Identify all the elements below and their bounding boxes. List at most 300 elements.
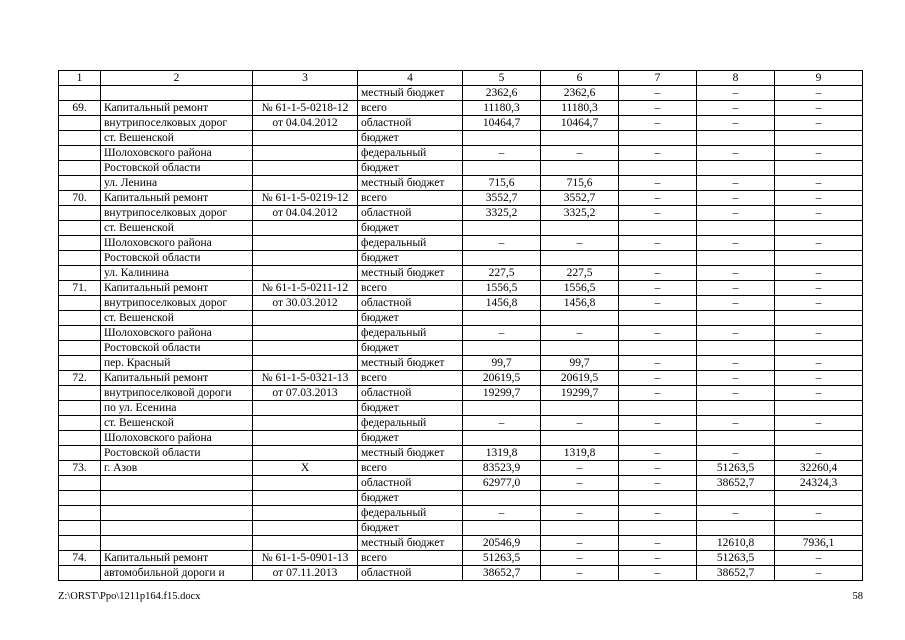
table-cell: бюджет (358, 311, 463, 326)
table-cell: – (463, 416, 541, 431)
table-cell (59, 221, 101, 236)
table-cell (253, 401, 358, 416)
table-cell: – (463, 146, 541, 161)
table-cell: – (775, 386, 863, 401)
table-cell: – (775, 326, 863, 341)
table-cell (463, 401, 541, 416)
table-cell: – (541, 236, 619, 251)
table-cell (253, 446, 358, 461)
table-cell (59, 536, 101, 551)
table-cell (541, 521, 619, 536)
table-cell (541, 491, 619, 506)
table-row (59, 161, 863, 176)
table-cell: – (541, 536, 619, 551)
table-cell (101, 86, 253, 101)
table-cell: – (775, 86, 863, 101)
table-cell (697, 311, 775, 326)
table-row (59, 356, 863, 371)
table-cell: внутрипоселковой дороги (101, 386, 253, 401)
table-cell: 73. (59, 461, 101, 476)
table-cell: – (541, 146, 619, 161)
table-cell (775, 521, 863, 536)
table-cell (463, 341, 541, 356)
table-cell (253, 251, 358, 266)
table-cell: 7936,1 (775, 536, 863, 551)
table-cell: 715,6 (463, 176, 541, 191)
table-cell: бюджет (358, 251, 463, 266)
table-cell: всего (358, 281, 463, 296)
table-cell (697, 401, 775, 416)
table-row (59, 296, 863, 311)
table-cell (253, 521, 358, 536)
table-row (59, 206, 863, 221)
table-cell: – (619, 416, 697, 431)
table-cell: 3552,7 (463, 191, 541, 206)
table-cell: – (775, 446, 863, 461)
table-cell (59, 311, 101, 326)
table-cell: федеральный (358, 146, 463, 161)
table-row (59, 236, 863, 251)
table-cell (541, 341, 619, 356)
table-cell (619, 341, 697, 356)
table-row (59, 146, 863, 161)
table-cell (541, 251, 619, 266)
table-cell: 19299,7 (541, 386, 619, 401)
table-row (59, 521, 863, 536)
table-cell: Ростовской области (101, 446, 253, 461)
table-cell (697, 221, 775, 236)
table-row (59, 251, 863, 266)
table-cell: от 04.04.2012 (253, 206, 358, 221)
table-cell (59, 506, 101, 521)
table-cell (619, 521, 697, 536)
table-cell: по ул. Есенина (101, 401, 253, 416)
table-cell: 1456,8 (541, 296, 619, 311)
table-cell (253, 506, 358, 521)
table-cell: – (775, 506, 863, 521)
table-cell: – (775, 266, 863, 281)
table-cell (463, 521, 541, 536)
table-cell: 70. (59, 191, 101, 206)
table-cell: 32260,4 (775, 461, 863, 476)
table-cell: – (463, 236, 541, 251)
table-cell (619, 221, 697, 236)
table-cell: – (775, 356, 863, 371)
table-cell: бюджет (358, 131, 463, 146)
table-cell: внутрипоселковых дорог (101, 116, 253, 131)
table-cell (253, 491, 358, 506)
table-cell: Шолоховского района (101, 326, 253, 341)
table-cell: ст. Вешенской (101, 416, 253, 431)
table-cell: 12610,8 (697, 536, 775, 551)
table-row (59, 506, 863, 521)
table-cell: г. Азов (101, 461, 253, 476)
table-cell: – (619, 566, 697, 581)
table-cell: 74. (59, 551, 101, 566)
table-cell: – (697, 296, 775, 311)
table-cell: 227,5 (541, 266, 619, 281)
table-cell: внутрипоселковых дорог (101, 296, 253, 311)
table-row (59, 266, 863, 281)
table-row (59, 311, 863, 326)
table-cell: – (619, 551, 697, 566)
table-cell: – (619, 476, 697, 491)
table-cell (541, 401, 619, 416)
table-cell (775, 251, 863, 266)
table-cell (59, 566, 101, 581)
table-cell (59, 236, 101, 251)
table-cell: 1556,5 (541, 281, 619, 296)
table-cell: – (619, 206, 697, 221)
table-cell: 51263,5 (463, 551, 541, 566)
table-cell: 62977,0 (463, 476, 541, 491)
table-cell: – (463, 506, 541, 521)
table-cell: ул. Ленина (101, 176, 253, 191)
table-row (59, 101, 863, 116)
table-cell: – (619, 116, 697, 131)
table-cell (59, 176, 101, 191)
table-cell: – (775, 416, 863, 431)
table-cell (619, 251, 697, 266)
table-cell: Шолоховского района (101, 236, 253, 251)
table-cell: – (619, 356, 697, 371)
table-cell: Ростовской области (101, 341, 253, 356)
table-cell: бюджет (358, 221, 463, 236)
table-cell: 24324,3 (775, 476, 863, 491)
table-row (59, 401, 863, 416)
table-cell: – (697, 281, 775, 296)
table-cell: областной (358, 296, 463, 311)
table-cell: – (775, 206, 863, 221)
table-cell (541, 311, 619, 326)
table-cell (59, 521, 101, 536)
table-cell: – (697, 101, 775, 116)
table-cell: – (697, 446, 775, 461)
table-cell (541, 431, 619, 446)
table-cell: всего (358, 461, 463, 476)
table-cell: ст. Вешенской (101, 311, 253, 326)
table-cell (775, 431, 863, 446)
table-cell: – (619, 371, 697, 386)
table-row (59, 491, 863, 506)
table-row (59, 326, 863, 341)
table-cell (59, 251, 101, 266)
table-cell: бюджет (358, 161, 463, 176)
table-row (59, 386, 863, 401)
table-cell: 38652,7 (697, 566, 775, 581)
table-cell: 2362,6 (463, 86, 541, 101)
table-cell: всего (358, 551, 463, 566)
table-cell (59, 476, 101, 491)
table-cell (59, 356, 101, 371)
table-cell (619, 131, 697, 146)
table-cell (697, 251, 775, 266)
table-cell: – (541, 506, 619, 521)
header-cell: 2 (101, 71, 253, 86)
table-cell: – (697, 191, 775, 206)
table-cell (253, 311, 358, 326)
table-row (59, 116, 863, 131)
table-cell: ст. Вешенской (101, 131, 253, 146)
table-cell: – (619, 236, 697, 251)
table-cell: – (775, 296, 863, 311)
table-cell: Капитальный ремонт (101, 551, 253, 566)
table-cell: – (775, 566, 863, 581)
table-cell: – (775, 116, 863, 131)
table-cell (775, 221, 863, 236)
table-cell: 11180,3 (541, 101, 619, 116)
table-cell (463, 221, 541, 236)
table-cell: № 61-1-5-0211-12 (253, 281, 358, 296)
table-cell (775, 491, 863, 506)
table-row (59, 131, 863, 146)
header-cell: 9 (775, 71, 863, 86)
table-cell: – (619, 266, 697, 281)
table-cell: бюджет (358, 431, 463, 446)
table-cell: – (697, 416, 775, 431)
table-cell: всего (358, 191, 463, 206)
table-cell: 71. (59, 281, 101, 296)
table-cell (619, 161, 697, 176)
table-cell: областной (358, 386, 463, 401)
table-cell: ст. Вешенской (101, 221, 253, 236)
table-cell: 1319,8 (463, 446, 541, 461)
table-cell: – (775, 551, 863, 566)
table-cell (541, 221, 619, 236)
table-cell (541, 131, 619, 146)
table-cell: – (775, 281, 863, 296)
table-cell (619, 491, 697, 506)
table-cell (59, 206, 101, 221)
table-cell: Ростовской области (101, 161, 253, 176)
table-cell: местный бюджет (358, 86, 463, 101)
table-cell: № 61-1-5-0901-13 (253, 551, 358, 566)
table-cell: 11180,3 (463, 101, 541, 116)
table-cell: 10464,7 (541, 116, 619, 131)
table-cell: бюджет (358, 521, 463, 536)
header-cell: 6 (541, 71, 619, 86)
table-cell: федеральный (358, 506, 463, 521)
table-cell: 38652,7 (463, 566, 541, 581)
table-cell: – (775, 101, 863, 116)
table-cell: 69. (59, 101, 101, 116)
table-cell: внутрипоселковых дорог (101, 206, 253, 221)
table-row (59, 551, 863, 566)
table-cell (253, 221, 358, 236)
table-cell: 51263,5 (697, 551, 775, 566)
table-cell (59, 431, 101, 446)
table-cell: от 07.03.2013 (253, 386, 358, 401)
table-cell: № 61-1-5-0321-13 (253, 371, 358, 386)
table-cell: 2362,6 (541, 86, 619, 101)
table-cell: областной (358, 566, 463, 581)
table-cell (59, 131, 101, 146)
file-path: Z:\ORST\Ppo\1211p164.f15.docx (58, 591, 201, 602)
table-cell (59, 86, 101, 101)
table-cell (101, 476, 253, 491)
table-cell (59, 161, 101, 176)
table-cell (463, 131, 541, 146)
table-cell (59, 116, 101, 131)
table-cell (59, 341, 101, 356)
table-cell (59, 446, 101, 461)
table-cell: – (697, 386, 775, 401)
header-cell: 7 (619, 71, 697, 86)
table-cell: – (697, 266, 775, 281)
table-cell: 715,6 (541, 176, 619, 191)
table-cell (619, 401, 697, 416)
table-cell (253, 356, 358, 371)
table-cell (697, 131, 775, 146)
table-cell (253, 326, 358, 341)
table-cell: – (619, 386, 697, 401)
table-cell: пер. Красный (101, 356, 253, 371)
table-cell: 51263,5 (697, 461, 775, 476)
table-cell: – (697, 116, 775, 131)
table-row (59, 431, 863, 446)
table-cell: местный бюджет (358, 536, 463, 551)
budget-table (58, 70, 863, 581)
table-cell (253, 86, 358, 101)
table-cell: от 07.11.2013 (253, 566, 358, 581)
table-cell: бюджет (358, 401, 463, 416)
table-cell: – (697, 356, 775, 371)
table-cell (697, 431, 775, 446)
table-cell (253, 146, 358, 161)
table-cell: Шолоховского района (101, 431, 253, 446)
header-cell: 3 (253, 71, 358, 86)
table-cell: – (541, 326, 619, 341)
table-cell (59, 491, 101, 506)
table-row (59, 446, 863, 461)
table-cell: – (775, 371, 863, 386)
table-cell (463, 491, 541, 506)
table-row (59, 461, 863, 476)
header-cell: 5 (463, 71, 541, 86)
table-cell: – (697, 206, 775, 221)
table-cell: местный бюджет (358, 446, 463, 461)
table-cell: – (619, 176, 697, 191)
table-cell: 10464,7 (463, 116, 541, 131)
table-cell: – (619, 461, 697, 476)
table-cell: бюджет (358, 341, 463, 356)
table-cell: № 61-1-5-0218-12 (253, 101, 358, 116)
table-row (59, 566, 863, 581)
table-row (59, 371, 863, 386)
table-cell: 72. (59, 371, 101, 386)
table-cell: федеральный (358, 236, 463, 251)
table-row (59, 341, 863, 356)
table-header-row (59, 71, 863, 86)
table-row (59, 221, 863, 236)
table-cell: – (541, 461, 619, 476)
table-cell: от 04.04.2012 (253, 116, 358, 131)
table-cell: 20546,9 (463, 536, 541, 551)
table-cell: 19299,7 (463, 386, 541, 401)
table-cell: 3552,7 (541, 191, 619, 206)
table-cell (619, 311, 697, 326)
table-cell (253, 536, 358, 551)
table-row (59, 416, 863, 431)
table-cell: от 30.03.2012 (253, 296, 358, 311)
table-cell: – (775, 176, 863, 191)
table-cell (253, 236, 358, 251)
table-cell: всего (358, 371, 463, 386)
table-cell: Ростовской области (101, 251, 253, 266)
table-cell: – (697, 176, 775, 191)
table-cell: – (619, 446, 697, 461)
table-cell (463, 431, 541, 446)
table-cell: – (541, 551, 619, 566)
table-cell (253, 431, 358, 446)
table-cell (101, 521, 253, 536)
table-cell (775, 131, 863, 146)
table-cell (775, 311, 863, 326)
table-cell (253, 341, 358, 356)
table-cell: – (775, 236, 863, 251)
table-cell: Капитальный ремонт (101, 101, 253, 116)
table-cell: 38652,7 (697, 476, 775, 491)
table-cell: – (541, 566, 619, 581)
header-cell: 1 (59, 71, 101, 86)
table-cell: – (619, 296, 697, 311)
table-cell (697, 341, 775, 356)
table-cell: – (697, 371, 775, 386)
table-cell: – (697, 86, 775, 101)
table-cell (59, 401, 101, 416)
table-cell: федеральный (358, 416, 463, 431)
table-cell (59, 296, 101, 311)
table-cell: – (697, 236, 775, 251)
table-cell: 20619,5 (541, 371, 619, 386)
table-cell (463, 161, 541, 176)
table-cell: – (541, 416, 619, 431)
table-cell: – (619, 281, 697, 296)
table-cell: федеральный (358, 326, 463, 341)
table-cell (253, 161, 358, 176)
table-cell: – (619, 536, 697, 551)
table-cell (101, 506, 253, 521)
table-cell: областной (358, 206, 463, 221)
table-cell: № 61-1-5-0219-12 (253, 191, 358, 206)
table-cell: 1319,8 (541, 446, 619, 461)
table-cell: – (619, 326, 697, 341)
table-cell (59, 416, 101, 431)
table-cell: местный бюджет (358, 176, 463, 191)
table-cell: Капитальный ремонт (101, 281, 253, 296)
table-cell: 3325,2 (463, 206, 541, 221)
table-cell: – (619, 146, 697, 161)
table-cell (253, 476, 358, 491)
table-cell (101, 491, 253, 506)
table-cell (59, 146, 101, 161)
table-cell: – (775, 146, 863, 161)
header-cell: 8 (697, 71, 775, 86)
table-cell: местный бюджет (358, 266, 463, 281)
table-cell: автомобильной дороги и (101, 566, 253, 581)
table-cell (463, 251, 541, 266)
table-cell (253, 266, 358, 281)
table-cell: X (253, 461, 358, 476)
table-row (59, 176, 863, 191)
table-cell: – (619, 86, 697, 101)
table-cell: Капитальный ремонт (101, 371, 253, 386)
table-cell (463, 311, 541, 326)
table-cell: – (541, 476, 619, 491)
table-cell (253, 131, 358, 146)
table-row (59, 281, 863, 296)
table-cell: местный бюджет (358, 356, 463, 371)
